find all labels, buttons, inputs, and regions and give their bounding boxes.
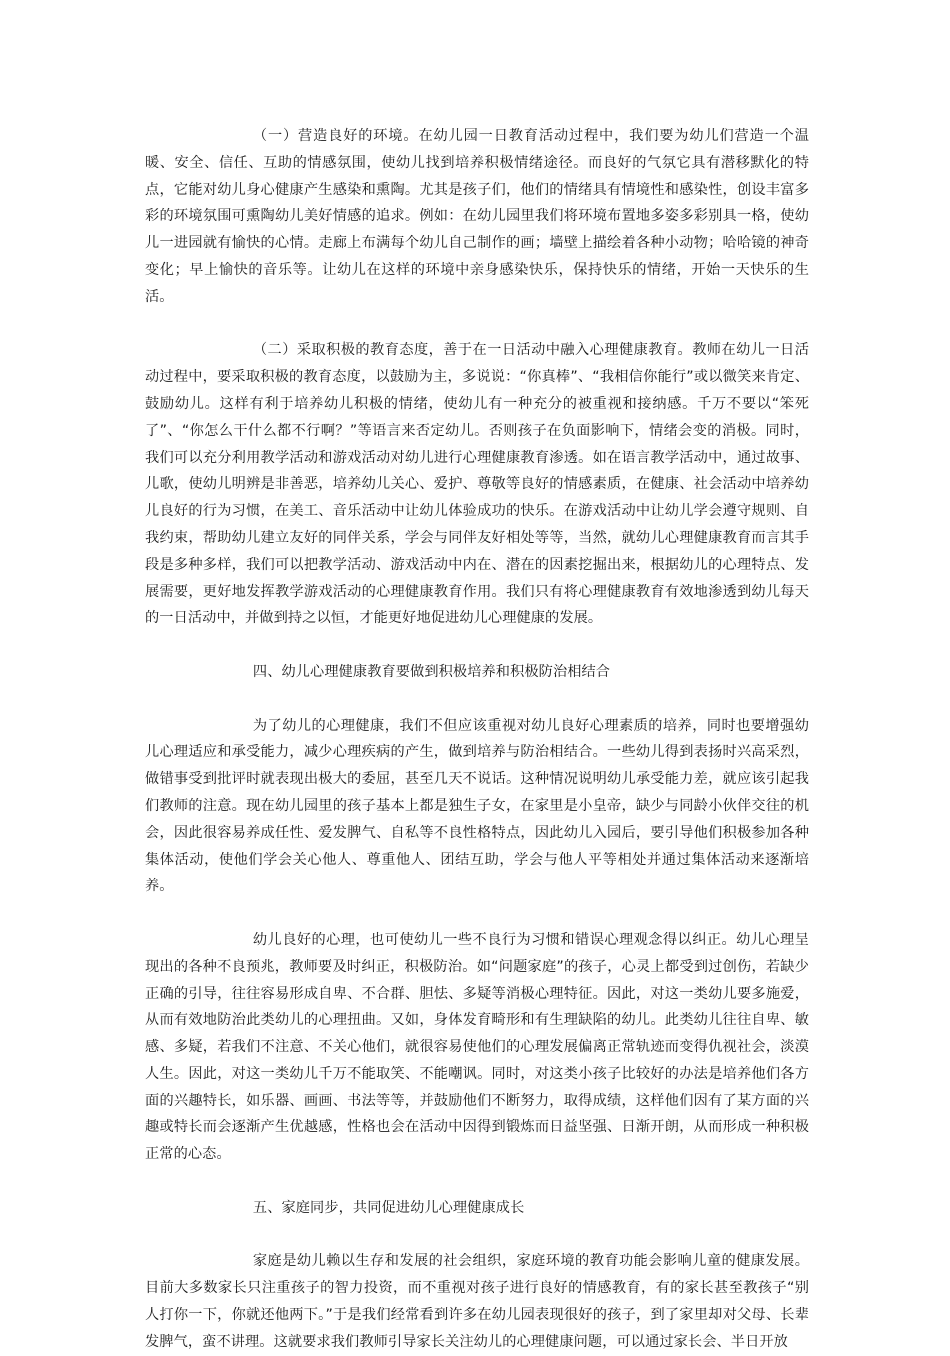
paragraph-gap [145, 632, 809, 659]
paragraph-education-attitude: （二）采取积极的教育态度，善于在一日活动中融入心理健康教育。教师在幼儿一日活动过程中，要采取积极的教育态度，以鼓励为主，多说说：“你真棒”、“我相信你能行”或以微笑来肯定、鼓励幼儿。这样有利于培养幼儿积极的情绪，使幼儿有一种充分的被重视和接纳感。千万不要以“笨死了”、“你怎么干什么都不行啊？”等语言来否定幼儿。否则孩子在负面影响下，情绪会变的消极。同时，我们可以充分利用教学活动和游戏活动对幼儿进行心理健康教育渗透。如在语言教学活动中，通过故事、儿歌，使幼儿明辨是非善恶，培养幼儿关心、爱护、尊敬等良好的情感素质，在健康、社会活动中培养幼儿良好的行为习惯，在美工、音乐活动中让幼儿体验成功的快乐。在游戏活动中让幼儿学会遵守规则、自我约束，帮助幼儿建立友好的同伴关系，学会与同伴友好相处等等，当然，就幼儿心理健康教育而言其手段是多种多样，我们可以把教学活动、游戏活动中内在、潜在的因素挖掘出来，根据幼儿的心理特点、发展需要，更好地发挥教学游戏活动的心理健康教育作用。我们只有将心理健康教育有效地渗透到幼儿每天的一日活动中，并做到持之以恒，才能更好地促进幼儿心理健康的发展。 [145, 342, 809, 627]
paragraph-family: 家庭是幼儿赖以生存和发展的社会组织，家庭环境的教育功能会影响儿童的健康发展。目前大多数家长只注重孩子的智力投资，而不重视对孩子进行良好的情感教育，有的家长甚至教孩子“别人打你一下，你就还他两下。”于是我们经常看到许多在幼儿园表现很好的孩子，到了家里却对父母、长辈发脾气，蛮不讲理。这就要求我们教师引导家长关注幼儿的心理健康问题，可以通过家长会、半日开放 [145, 1253, 809, 1350]
section-heading-four: 四、幼儿心理健康教育要做到积极培养和积极防治相结合 [252, 663, 611, 680]
document-page [145, 123, 809, 1356]
paragraph-gap [145, 1222, 809, 1249]
paragraph-correction: 幼儿良好的心理，也可使幼儿一些不良行为习惯和错误心理观念得以纠正。幼儿心理呈现出的各种不良预兆，教师要及时纠正，积极防治。如“问题家庭”的孩子，心灵上都受到过创伤，若缺少正确的引导，往往容易形成自卑、不合群、胆怯、多疑等消极心理特征。因此，对这一类幼儿要多施爱，从而有效地防治此类幼儿的心理扭曲。又如，身体发育畸形和有生理缺陷的幼儿。此类幼儿往往自卑、敏感、多疑，若我们不注意、不关心他们，就很容易使他们的心理发展偏离正常轨迹而变得仇视社会，淡漠人生。因此，对这一类幼儿千万不能取笑、不能嘲讽。同时，对这类小孩子比较好的办法是培养他们各方面的兴趣特长，如乐器、画画、书法等等，并鼓励他们不断努力，取得成绩，这样他们因有了某方面的兴趣或特长而会逐渐产生优越感，性格也会在活动中因得到锻炼而日益坚强、日渐开朗，从而形成一种积极正常的心态。 [145, 931, 809, 1163]
paragraph-gap [145, 686, 809, 713]
paragraph-prevention: 为了幼儿的心理健康，我们不但应该重视对幼儿良好心理素质的培养，同时也要增强幼儿心理适应和承受能力，减少心理疾病的产生，做到培养与防治相结合。一些幼儿得到表扬时兴高采烈，做错事受到批评时就表现出极大的委屈，甚至几天不说话。这种情况说明幼儿承受能力差，就应该引起我们教师的注意。现在幼儿园里的孩子基本上都是独生子女，在家里是小皇帝，缺少与同龄小伙伴交往的机会，因此很容易养成任性、爱发脾气、自私等不良性格特点，因此幼儿入园后，要引导他们积极参加各种集体活动，使他们学会关心他人、尊重他人、团结互助，学会与他人平等相处并通过集体活动来逐渐培养。 [145, 717, 809, 895]
paragraph-gap [145, 900, 809, 927]
paragraph-environment: （一）营造良好的环境。在幼儿园一日教育活动过程中，我们要为幼儿们营造一个温暖、安全、信任、互助的情感氛围，使幼儿找到培养积极情绪途径。而良好的气氛它具有潜移默化的特点，它能对幼儿身心健康产生感染和熏陶。尤其是孩子们，他们的情绪具有情境性和感染性，创设丰富多彩的环境氛围可熏陶幼儿美好情感的追求。例如：在幼儿园里我们将环境布置地多姿多彩别具一格，使幼儿一进园就有愉快的心情。走廊上布满每个幼儿自己制作的画；墙壁上描绘着各种小动物；哈哈镜的神奇变化；早上愉快的音乐等。让幼儿在这样的环境中亲身感染快乐，保持快乐的情绪，开始一天快乐的生活。 [145, 128, 809, 305]
section-heading-five: 五、家庭同步，共同促进幼儿心理健康成长 [252, 1199, 525, 1216]
paragraph-gap [145, 311, 809, 338]
paragraph-gap [145, 1168, 809, 1195]
